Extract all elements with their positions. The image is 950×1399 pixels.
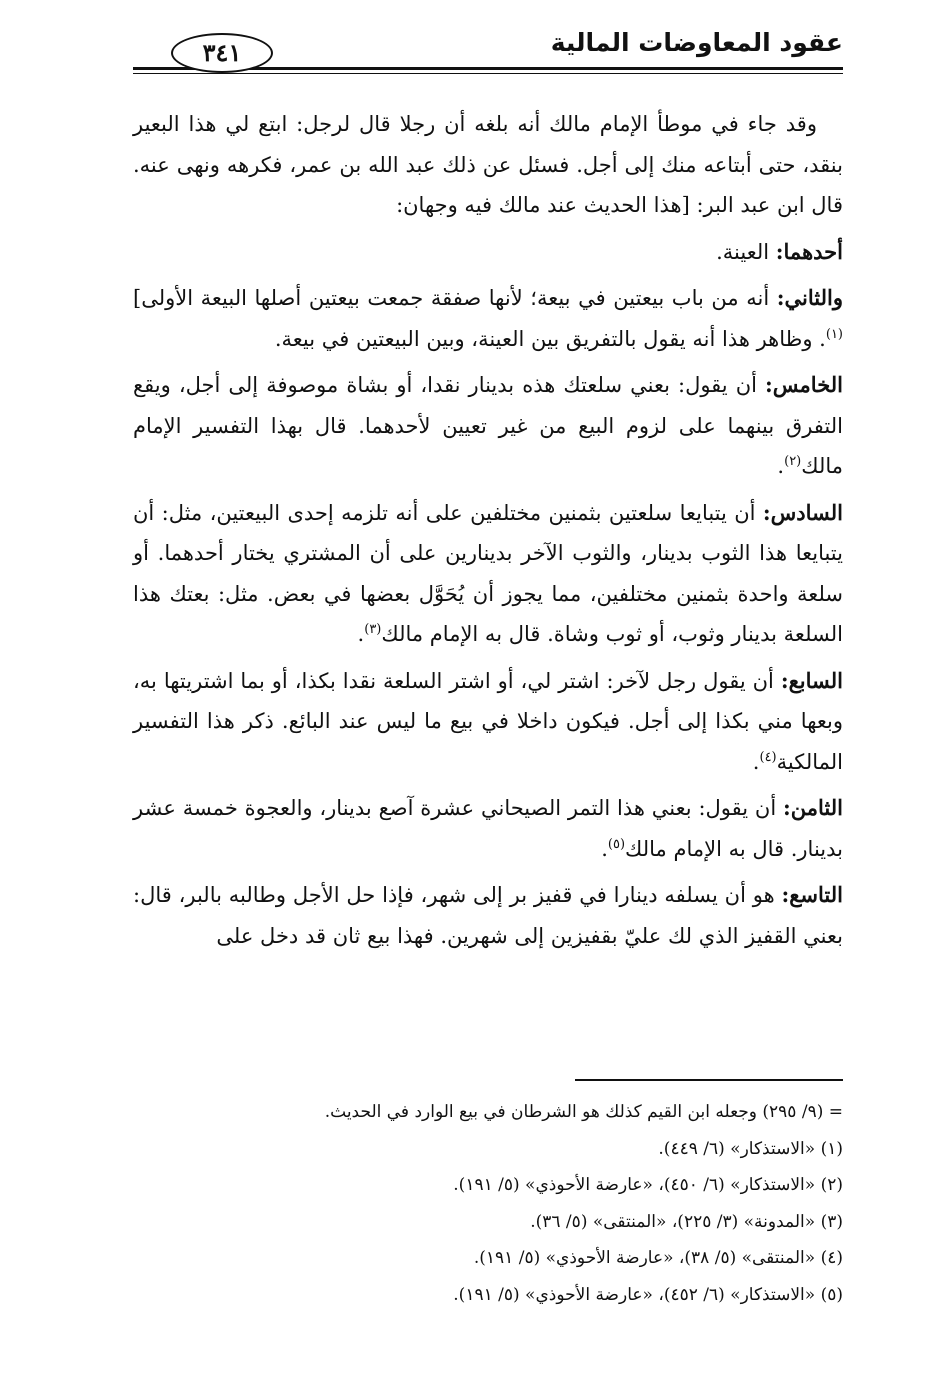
footnote-separator [575, 1079, 843, 1081]
paragraph-text: . [601, 836, 608, 861]
paragraph-text: أن يقول رجل لآخر: اشتر لي، أو اشتر السلعة نقدا بكذا، أو بما اشتريتها به، وبعها مني بكذا إلى أجل. فيكون داخلا في بيع ما ليس عند البائع. ذكر هذا التفسير المالكية [133, 668, 843, 774]
footnote-4: (٤) «المنتقى» (٥/ ٣٨)، «عارضة الأحوذي» (٥/ ١٩١). [473, 1248, 843, 1268]
main-text [133, 104, 843, 962]
paragraph-heading: السابع: [780, 667, 843, 693]
paragraph-heading: التاسع: [781, 882, 843, 907]
footnote-1: (١) «الاستذكار» (٦/ ٤٤٩). [658, 1138, 843, 1159]
paragraph-heading: الخامس: [765, 372, 843, 397]
paragraph-text: . وظاهر هذا أنه يقول بالتفريق بين العينة، وبين البيعتين في بيعة. [274, 326, 826, 351]
footnote-2: (٢) «الاستذكار» (٦/ ٤٥٠)، «عارضة الأحوذي» (٥/ ١٩١). [453, 1175, 843, 1195]
paragraph-fifth [133, 365, 843, 487]
paragraph-text: العينة. [716, 239, 776, 264]
paragraph-text: أن يقول: بعني هذا التمر الصيحاني عشرة آصع بدينار، والعجوة خمسة عشر بدينار. قال به الإمام مالك [133, 796, 843, 861]
paragraph-text: أن يتبايعا سلعتين بثمنين مختلفين على أنه تلزمه إحدى البيعتين، مثل: أن يتبايعا هذا الثوب بدينار، والثوب الآخر بدينارين على أن المشتري يختار أحدهما. أو سلعة واحدة بثمنين مختلفين، مما يجوز أن يُحَوَّل بعضها في بعض. مثل: بعتك هذا السلعة بدينار وثوب، أو ثوب وشاة. قال به الإمام مالك [133, 500, 843, 646]
footnote-ref[interactable]: (٣) [364, 622, 382, 637]
page-number: ٣٤١ [171, 33, 273, 73]
paragraph-text: . [777, 454, 785, 478]
paragraph-heading: والثاني: [776, 285, 843, 310]
paragraph-text: وقد جاء في موطأ الإمام مالك أنه بلغه أن رجلا قال لرجل: ابتع لي هذا البعير بنقد، حتى أبتاعه منك إلى أجل. فسئل عن ذلك عبد الله بن عمر، فكرهه ونهى عنه. قال ابن عبد البر: [هذا الحديث عند مالك فيه وجهان: [133, 112, 843, 217]
paragraph-text: هو أن يسلفه دينارا في قفيز بر إلى شهر، فإذا حل الأجل وطالبه بالبر، قال: بعني القفيز الذي لك عليّ بقفيزين إلى شهرين. فهذا بيع ثان قد دخل على [133, 883, 843, 948]
footnote-ref[interactable]: (١) [825, 326, 843, 342]
paragraph-intro [133, 104, 843, 226]
footnotes [133, 1094, 843, 1313]
page-header [133, 25, 843, 75]
footnote-3: (٣) «المدونة» (٣/ ٢٢٥)، «المنتقى» (٥/ ٣٦). [530, 1211, 843, 1232]
paragraph-seventh [133, 661, 843, 783]
footnote-ref[interactable]: (٤) [759, 749, 777, 765]
paragraph-heading: أحدهما: [775, 238, 843, 264]
running-title: عقود المعاوضات المالية [550, 28, 843, 57]
paragraph-text: أنه من باب بيعتين في بيعة؛ لأنها صفقة جمعت بيعتين أصلها البيعة الأولى] [133, 286, 777, 310]
paragraph-text: . [752, 749, 760, 774]
paragraph-text: . [357, 622, 365, 646]
footnote-5: (٥) «الاستذكار» (٦/ ٤٥٢)، «عارضة الأحوذي» (٥/ ١٩١). [453, 1284, 843, 1305]
footnote-ref[interactable]: (٥) [607, 836, 626, 852]
paragraph-ninth [133, 875, 843, 956]
paragraph-first [133, 232, 843, 273]
paragraph-sixth [133, 493, 843, 655]
paragraph-heading: الثامن: [783, 795, 843, 820]
footnote-continued: = (٩/ ٢٩٥) وجعله ابن القيم كذلك هو الشرطان في بيع الوارد في الحديث. [324, 1102, 843, 1122]
paragraph-eighth [133, 788, 843, 869]
header-rule-thin [133, 73, 843, 74]
paragraph-heading: السادس: [762, 499, 843, 525]
paragraph-second [133, 278, 843, 359]
paragraph-text: أن يقول: بعني سلعتك هذه بدينار نقدا، أو بشاة موصوفة إلى أجل، ويقع التفرق بينهما على لزوم البيع من غير تعيين لأحدهما. قال بهذا التفسير الإمام مالك [133, 373, 843, 478]
footnote-ref[interactable]: (٢) [784, 454, 802, 469]
